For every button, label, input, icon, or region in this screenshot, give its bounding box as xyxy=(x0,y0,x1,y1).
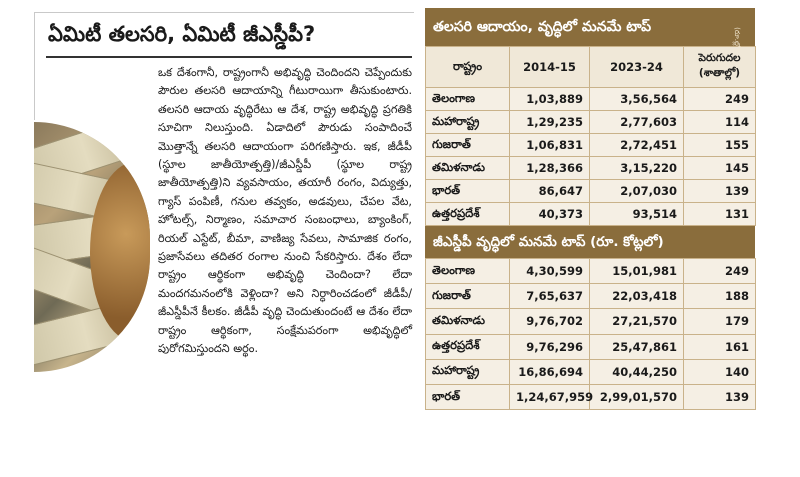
table-cell: 27,21,570 xyxy=(590,309,684,334)
table-row xyxy=(426,203,756,226)
table-cell: గుజరాత్ xyxy=(426,284,510,309)
table-cell: 249 xyxy=(684,259,756,284)
header-growth: పెరుగుదల (శాతాల్లో) xyxy=(684,47,756,88)
table-cell: 25,47,861 xyxy=(590,334,684,359)
table-cell: భారత్ xyxy=(426,180,510,203)
header-state: రాష్ట్రం xyxy=(426,47,510,88)
table-row xyxy=(426,359,756,384)
table-row xyxy=(426,384,756,409)
table-cell: 15,01,981 xyxy=(590,259,684,284)
gsdp-table-title: జీఎస్డీపీ వృద్ధిలో మనమే టాప్ (రూ. కోట్లలో) xyxy=(425,226,755,258)
table-cell: భారత్ xyxy=(426,384,510,409)
table-row xyxy=(426,259,756,284)
table-cell: 40,44,250 xyxy=(590,359,684,384)
table-row xyxy=(426,180,756,203)
column-border-top xyxy=(34,12,414,13)
table-cell: గుజరాత్ xyxy=(426,134,510,157)
table-cell: 114 xyxy=(684,111,756,134)
table-cell: 1,28,366 xyxy=(510,157,590,180)
table-cell: 16,86,694 xyxy=(510,359,590,384)
table-row xyxy=(426,88,756,111)
table-cell: 139 xyxy=(684,180,756,203)
table-cell: 7,65,637 xyxy=(510,284,590,309)
unit-tag: (రూ.ల్లో) xyxy=(733,27,742,51)
gsdp-table xyxy=(425,258,756,410)
table-cell: 155 xyxy=(684,134,756,157)
article-body xyxy=(40,64,412,359)
table-cell: 2,77,603 xyxy=(590,111,684,134)
table-cell: 93,514 xyxy=(590,203,684,226)
table-cell: 2,72,451 xyxy=(590,134,684,157)
table-cell: 3,15,220 xyxy=(590,157,684,180)
per-capita-table-title xyxy=(425,8,755,51)
table-header-row xyxy=(426,47,756,88)
table-cell: 145 xyxy=(684,157,756,180)
article-headline: ఏమిటీ తలసరి, ఏమిటీ జీఎస్డీపీ? xyxy=(48,22,316,46)
article-body-text: ఒక దేశంగానీ, రాష్ట్రంగానీ అభివృద్ధి చెందిందని చెప్పేందుకు పౌరుల తలసరి ఆదాయాన్ని గీటురాయిగా తీసుకుంటారు. తలసరి ఆదాయ వృద్ధిరేటు ఆ దేశ, రాష్ట్ర అభివృద్ధి ప్రగతికి సూచిగా నిలుస్తుంది. ఏడాదిలో పౌరుడు సంపాదించే మొత్తాన్నే తలసరి ఆదాయంగా పరిగణిస్తారు. ఇక, జీడీపీ (స్థూల జాతీయోత్పత్తి)/జీఎస్డీపీ (స్థూల రాష్ట్ర జాతీయోత్పత్తి)ని వ్యవసాయం, తయారీ రంగం, విద్యుత్తు, గ్యాస్ పంపిణీ, గనుల తవ్వకం, అడవులు, చేపల వేట, హోటల్స్, నిర్మాణం, సమాచార సంబంధాలు, బ్యాంకింగ్, రియల్ ఎస్టేట్, బీమా, వాణిజ్య సేవలు, సామాజిక రంగం, ప్రజాసేవలు తదితర రంగాల నుంచి సేకరిస్తారు. దేశం లేదా రాష్ట్రం ఆర్థికంగా అభివృద్ధి చెందిందా? లేదా మందగమనంలోకి వెళ్లిందా? అని నిర్ధారించడంలో జీడీపీ/జీఎస్డీపీనే కీలకం. జీడీపీ వృద్ధి చెందుతుందంటే ఆ దేశం లేదా రాష్ట్రం ఆర్థికంగా, సంక్షేమపరంగా అభివృద్ధిలో పురోగమిస్తుందని అర్థం. xyxy=(158,66,412,356)
column-border xyxy=(34,12,35,120)
table-cell: 1,03,889 xyxy=(510,88,590,111)
header-2014-15: 2014-15 xyxy=(510,47,590,88)
table-row xyxy=(426,157,756,180)
table-cell: 1,06,831 xyxy=(510,134,590,157)
header-2023-24: 2023-24 xyxy=(590,47,684,88)
table-cell: 40,373 xyxy=(510,203,590,226)
table-cell: 9,76,702 xyxy=(510,309,590,334)
table-cell: 249 xyxy=(684,88,756,111)
headline-rule xyxy=(46,56,412,58)
table-cell: ఉత్తరప్రదేశ్ xyxy=(426,334,510,359)
table-cell: తెలంగాణ xyxy=(426,88,510,111)
table-cell: తమిళనాడు xyxy=(426,309,510,334)
table-cell: తమిళనాడు xyxy=(426,157,510,180)
table-row xyxy=(426,309,756,334)
table-cell: 188 xyxy=(684,284,756,309)
table-cell: 9,76,296 xyxy=(510,334,590,359)
table-cell: మహారాష్ట్ర xyxy=(426,359,510,384)
table-row xyxy=(426,284,756,309)
table-cell: 2,99,01,570 xyxy=(590,384,684,409)
table-cell: 140 xyxy=(684,359,756,384)
table-cell: 131 xyxy=(684,203,756,226)
table-cell: 3,56,564 xyxy=(590,88,684,111)
data-tables xyxy=(425,8,755,410)
table-cell: తెలంగాణ xyxy=(426,259,510,284)
table-cell: 86,647 xyxy=(510,180,590,203)
table-cell: మహారాష్ట్ర xyxy=(426,111,510,134)
text: తలసరి ఆదాయం, వృద్ధిలో మనమే టాప్ xyxy=(433,19,652,35)
table-row xyxy=(426,111,756,134)
table-cell: ఉత్తరప్రదేశ్ xyxy=(426,203,510,226)
table-row xyxy=(426,334,756,359)
table-cell: 161 xyxy=(684,334,756,359)
table-cell: 22,03,418 xyxy=(590,284,684,309)
table-cell: 4,30,599 xyxy=(510,259,590,284)
table-cell: 179 xyxy=(684,309,756,334)
table-cell: 139 xyxy=(684,384,756,409)
per-capita-table xyxy=(425,46,756,226)
table-cell: 1,24,67,959 xyxy=(510,384,590,409)
table-cell: 1,29,235 xyxy=(510,111,590,134)
table-cell: 2,07,030 xyxy=(590,180,684,203)
table-row xyxy=(426,134,756,157)
